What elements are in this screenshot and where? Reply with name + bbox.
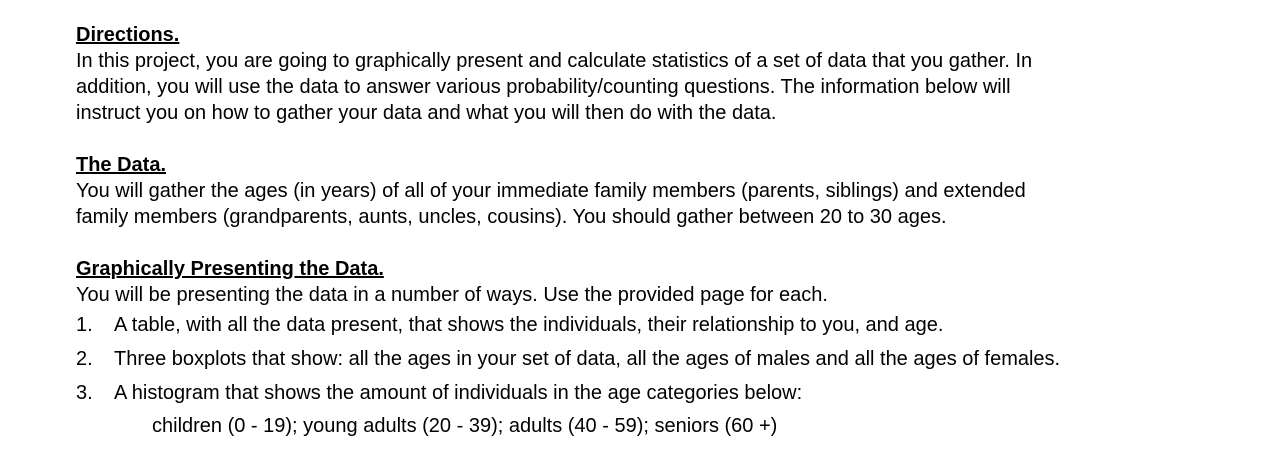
the-data-heading: The Data. [76,154,167,176]
the-data-line: family members (grandparents, aunts, uncles, cousins). You should gather between 20 to 30 ages. [76,206,947,228]
graphically-intro [76,282,1266,308]
the-data-paragraph [76,178,1266,230]
list-item [76,376,1266,410]
list-item-text: A histogram that shows the amount of individuals in the age categories below: [114,382,803,404]
directions-line: instruct you on how to gather your data and what you will then do with the data. [76,102,777,124]
list-item [76,308,1266,342]
graphically-heading: Graphically Presenting the Data. [76,258,384,280]
document-body [76,22,1266,442]
directions-heading: Directions. [76,24,180,46]
age-categories: children (0 - 19); young adults (20 - 39); adults (40 - 59); seniors (60 +) [152,415,778,437]
list-item [76,342,1266,376]
list-item-number: 1. [76,314,93,336]
list-item-text: Three boxplots that show: all the ages in your set of data, all the ages of males and all the ages of females. [114,348,1061,370]
section-spacer [76,126,1266,152]
list-item-text: A table, with all the data present, that shows the individuals, their relationship to you, and age. [114,314,944,336]
list-item-number: 2. [76,348,93,370]
presentation-list [76,308,1266,410]
graphically-intro-line: You will be presenting the data in a number of ways. Use the provided page for each. [76,284,828,306]
section-spacer [76,230,1266,256]
directions-line: addition, you will use the data to answer various probability/counting questions. The information below will [76,76,1011,98]
the-data-line: You will gather the ages (in years) of all of your immediate family members (parents, siblings) and extended [76,180,1026,202]
list-item-number: 3. [76,382,93,404]
directions-paragraph [76,48,1266,126]
directions-line: In this project, you are going to graphically present and calculate statistics of a set of data that you gather. In [76,50,1033,72]
